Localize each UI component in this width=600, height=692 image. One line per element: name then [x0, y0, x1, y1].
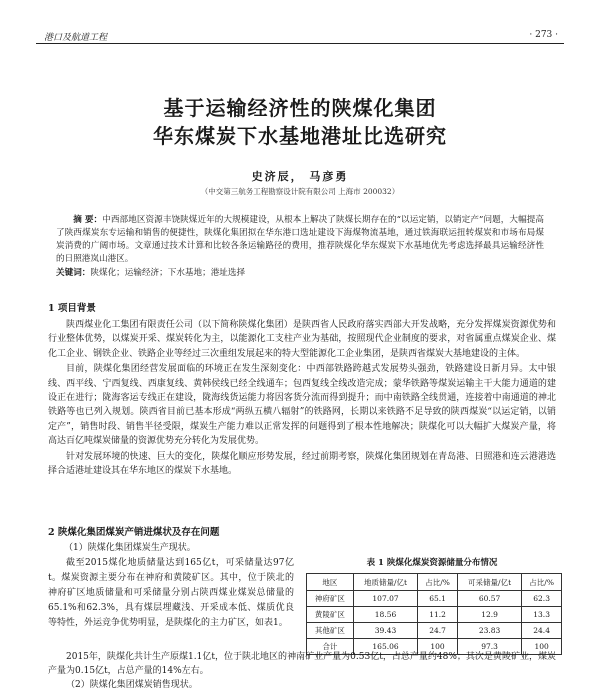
table-cell: 62.3	[522, 591, 562, 607]
table-cell: 12.9	[457, 607, 521, 623]
table-row	[307, 623, 562, 639]
keywords-text: 陕煤化；运输经济；下水基地；港址选择	[90, 268, 246, 278]
section-1-body	[48, 318, 556, 479]
table-cell: 165.06	[353, 639, 417, 655]
table-header-cell: 占比/%	[418, 574, 458, 591]
section-2-continued	[48, 650, 556, 692]
authors: 史济辰， 马彦勇	[251, 170, 349, 183]
table-cell: 24.4	[522, 623, 562, 639]
section-2-left-column	[48, 556, 294, 631]
coal-reserves-table	[306, 573, 562, 655]
table-cell: 13.3	[522, 607, 562, 623]
title-line-1: 基于运输经济性的陕煤化集团	[163, 96, 437, 120]
table-cell: 23.83	[457, 623, 521, 639]
table-cell: 18.56	[353, 607, 417, 623]
table-header-cell: 可采储量/亿t	[457, 574, 521, 591]
table-header-cell: 地区	[307, 574, 354, 591]
table-cell: 39.43	[353, 623, 417, 639]
table-cell: 65.1	[418, 591, 458, 607]
table-cell: 100	[522, 639, 562, 655]
table-row	[307, 607, 562, 623]
paragraph: 2015年，陕煤化共计生产原煤1.1亿t，位于陕北地区的神南矿业产量为0.53亿t，占总产量约48%；其次是黄陵矿业，煤炭产量为0.15亿t，占总产量的14%左右。	[48, 652, 556, 676]
table-cell: 24.7	[418, 623, 458, 639]
title-line-2: 华东煤炭下水基地港址比选研究	[153, 124, 447, 148]
table-cell: 60.57	[457, 591, 521, 607]
table-caption: 表 1 陕煤化煤炭资源储量分布情况	[366, 558, 498, 568]
paragraph: 陕西煤业化工集团有限责任公司（以下简称陕煤化集团）是陕西省人民政府落实西部大开发战略，充分发挥煤炭资源优势和行业整体优势，以煤炭开采、煤炭转化为主，以能源化工支柱产业为基础，按照现代企业制度的要求，对省属重点煤炭企业、煤化工企业、钢铁企业、铁路企业等经过三次重组发展起来的特大型能源化工企业集团，是陕西省煤炭大基地建设的主体。	[48, 320, 556, 359]
keywords-label: 关键词：	[56, 268, 91, 278]
header-rule	[36, 43, 564, 44]
affiliation: （中交第三航务工程勘察设计院有限公司 上海市 200032）	[200, 187, 400, 196]
table-cell: 107.07	[353, 591, 417, 607]
keywords	[56, 267, 544, 280]
paper-title	[0, 94, 600, 150]
table-cell: 100	[418, 639, 458, 655]
table-cell: 97.3	[457, 639, 521, 655]
section-2-heading: 2 陕煤化集团煤炭产销进煤状及存在问题	[48, 527, 220, 538]
page-number: · 273 ·	[529, 30, 558, 40]
table-header-cell: 地质储量/亿t	[353, 574, 417, 591]
subsection-2-heading: （2）陕煤化集团煤炭销售现状。	[66, 680, 198, 690]
abstract	[56, 214, 544, 266]
section-1-heading: 1 项目背景	[48, 303, 96, 314]
table-cell: 神府矿区	[307, 591, 354, 607]
table-header-row	[307, 574, 562, 591]
table-cell: 黄陵矿区	[307, 607, 354, 623]
subsection-1-heading: （1）陕煤化集团煤炭生产现状。	[64, 543, 196, 553]
paragraph: 针对发展环境的快速、巨大的变化，陕煤化顺应形势发展，经过前期考察，陕煤化集团规划在青岛港、日照港和连云港港选择合适港址建设其在华东地区的煤炭下水基地。	[48, 451, 556, 477]
table-row	[307, 591, 562, 607]
table-header-cell: 占比/%	[522, 574, 562, 591]
journal-name: 港口及航道工程	[44, 33, 108, 43]
abstract-label: 摘 要：	[73, 215, 103, 225]
paragraph: 截至2015煤化地质储量达到165亿t，可采储量达97亿t。煤炭资源主要分布在神府和黄陵矿区。其中，位于陕北的神府矿区地质储量和可采储量分别占陕西煤业煤炭总储量的65.1%和62.3%，具有煤层埋藏浅、开采成本低、煤质优良等特性，外运竞争优势明显，是陕煤化的主力矿区，如表1。	[48, 558, 294, 628]
table-cell: 11.2	[418, 607, 458, 623]
running-header	[36, 28, 564, 44]
abstract-text: 中西部地区资源丰饶陕煤近年的大规模建设，从根本上解决了陕煤长期存在的“以运定销，以销定产”问题，大幅提高了陕西煤炭东专运输和销售的便捷性，陕煤化集团拟在华东港口选址建设下海煤物流基地，通过铁海联运扭转煤炭和市场布局煤炭消费的广阔市场。文章通过技术计算和比较各条运输路径的费用，推荐陕煤化华东煤炭下水基地优先考虑选择最具运输经济性的日照港岚山港区。	[56, 215, 544, 264]
table-cell: 合计	[307, 639, 354, 655]
table-cell: 其他矿区	[307, 623, 354, 639]
paragraph: 目前，陕煤化集团经营发展面临的环境正在发生深刻变化：中西部铁路跨越式发展势头强劲，铁路建设日新月异。太中银线、西平线、宁西复线、西康复线、黄韩侯线已经全线通车；包西复线全线改造完成；蒙华铁路等煤炭运输主干大能力通道的建设正在进行；陇海客运专线正在建设，陇海线货运能力将因客货分流而得到提升；而中南铁路全线贯通，连接着中南通道的神北铁路等也已列入规划。陕西省目前已基本形成“两纵五横八辐射”的铁路网，长期以来铁路不足导致的陕西煤炭“以运定销，以销定产”，销售时段、销售半径受限，煤炭生产能力难以正常发挥的问题得到了根本性地解决；陕煤化可以大幅扩大煤炭产量，将高达百亿吨煤炭储量的资源优势充分转化为发展优势。	[48, 364, 556, 447]
